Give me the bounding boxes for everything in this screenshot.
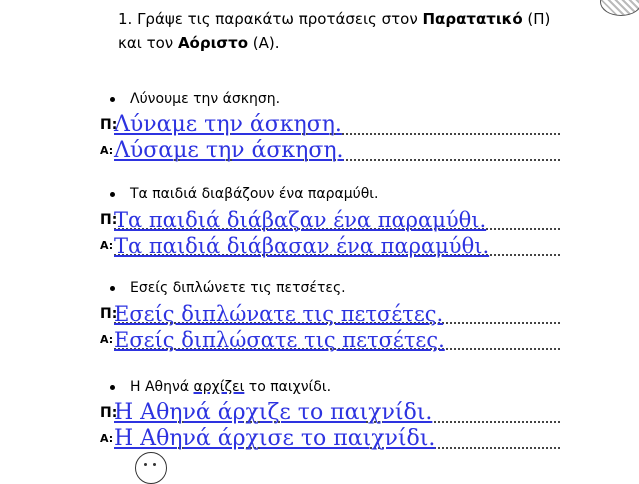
decorative-clipart-top bbox=[600, 0, 639, 16]
abbr-imperfect: (Π) bbox=[522, 10, 551, 28]
label-aorist: A: bbox=[100, 333, 114, 346]
answer-line[interactable] bbox=[114, 421, 560, 449]
exercise-3 bbox=[100, 278, 560, 350]
answer-line[interactable] bbox=[114, 395, 560, 423]
tense-aorist: Αόριστο bbox=[177, 34, 248, 52]
answer-imperfect-row bbox=[100, 204, 560, 230]
answer-line[interactable] bbox=[114, 228, 560, 256]
prompt-sentence bbox=[100, 184, 560, 204]
exercise-2 bbox=[100, 184, 560, 256]
label-imperfect: Π: bbox=[100, 405, 118, 421]
answer-aorist-row bbox=[100, 324, 560, 350]
prompt-text-after: το παιχνίδι. bbox=[244, 379, 332, 395]
prompt-text: Λύνουμε την άσκηση. bbox=[130, 91, 281, 107]
prompt-text: Εσείς διπλώνετε τις πετσέτες. bbox=[130, 280, 346, 296]
answer-line[interactable] bbox=[114, 202, 560, 230]
answer-aorist-row bbox=[100, 230, 560, 256]
label-imperfect: Π: bbox=[100, 117, 118, 133]
answer-imperfect-row bbox=[100, 397, 560, 423]
answer-imperfect-row bbox=[100, 109, 560, 135]
handwritten-answer: Τα παιδιά διάβασαν ένα παραμύθι. bbox=[114, 234, 490, 258]
label-imperfect: Π: bbox=[100, 306, 118, 322]
handwritten-answer: Λύσαμε την άσκηση. bbox=[114, 138, 344, 163]
handwritten-answer: Εσείς διπλώσατε τις πετσέτες. bbox=[114, 328, 445, 352]
answer-aorist-row bbox=[100, 135, 560, 161]
exercise-4 bbox=[100, 377, 560, 449]
prompt-sentence bbox=[100, 89, 560, 109]
decorative-face-clipart bbox=[135, 452, 167, 484]
exercise-1 bbox=[100, 89, 560, 161]
bullet-icon bbox=[110, 97, 115, 102]
handwritten-answer: Εσείς διπλώνατε τις πετσέτες. bbox=[114, 302, 444, 326]
handwritten-answer: Λύναμε την άσκηση. bbox=[114, 112, 342, 137]
tense-imperfect: Παρατατικό bbox=[422, 10, 523, 28]
answer-line[interactable] bbox=[114, 296, 560, 324]
bullet-icon bbox=[110, 385, 115, 390]
label-aorist: A: bbox=[100, 144, 114, 157]
bullet-icon bbox=[110, 286, 115, 291]
instructions-line2: και τον bbox=[118, 34, 178, 52]
label-imperfect: Π: bbox=[100, 212, 118, 228]
prompt-sentence bbox=[100, 278, 560, 298]
abbr-aorist: (Α). bbox=[248, 34, 280, 52]
label-aorist: A: bbox=[100, 432, 114, 445]
answer-line[interactable] bbox=[114, 107, 560, 135]
prompt-sentence bbox=[100, 377, 560, 397]
prompt-text: Τα παιδιά διαβάζουν ένα παραμύθι. bbox=[130, 186, 379, 202]
answer-aorist-row bbox=[100, 423, 560, 449]
exercise-instructions bbox=[118, 7, 578, 55]
handwritten-answer: Τα παιδιά διάβαζαν ένα παραμύθι. bbox=[114, 208, 487, 232]
prompt-text-before: Η Αθηνά bbox=[130, 379, 194, 395]
answer-line[interactable] bbox=[114, 322, 560, 350]
answer-imperfect-row bbox=[100, 298, 560, 324]
instructions-prefix: 1. Γράψε τις παρακάτω προτάσεις στον bbox=[118, 10, 423, 28]
answer-line[interactable] bbox=[114, 133, 560, 161]
underlined-verb: αρχίζει bbox=[193, 379, 245, 395]
handwritten-answer: Η Αθηνά άρχιζε το παιχνίδι. bbox=[114, 400, 433, 425]
handwritten-answer: Η Αθηνά άρχισε το παιχνίδι. bbox=[114, 426, 436, 451]
label-aorist: A: bbox=[100, 239, 114, 252]
bullet-icon bbox=[110, 192, 115, 197]
